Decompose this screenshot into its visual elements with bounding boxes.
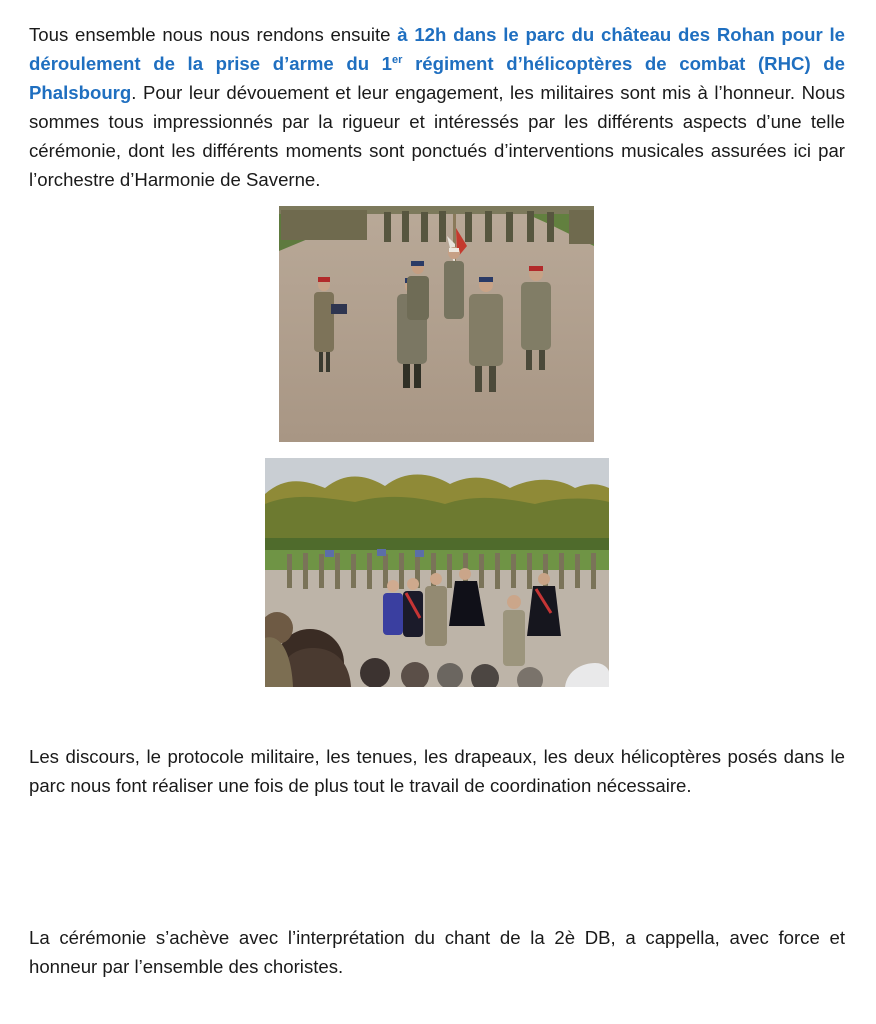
troops-review-illustration <box>265 458 609 687</box>
highlight-text-part-b: régiment d’hélicoptères de combat (RHC) de Phalsbourg <box>29 53 845 103</box>
ceremony-photo-troops-and-audience <box>265 458 609 687</box>
paragraph-prise-d-arme <box>29 20 845 194</box>
paragraph-coordination: Les discours, le protocole militaire, les tenues, les drapeaux, les deux hélicoptères posés dans le parc nous font réaliser une fois de plus tout le travail de coordination nécessaire. <box>29 746 845 796</box>
flag-ceremony-illustration <box>279 206 594 442</box>
paragraph-closing-song: La cérémonie s’achève avec l’interprétation du chant de la 2è DB, a cappella, avec force et honneur par l’ensemble des choristes. <box>29 927 845 977</box>
ceremony-photo-flag-presentation <box>279 206 594 442</box>
paragraph-intro-text: Tous ensemble nous nous rendons ensuite <box>29 24 398 45</box>
ordinal-superscript: er <box>392 54 403 66</box>
paragraph-rest-text: . Pour leur dévouement et leur engagement, les militaires sont mis à l’honneur. Nous sommes tous impressionnés par la rigueur et intéressés par les différents aspects d’une telle cérémonie, dont les différents moments sont ponctués d’interventions musicales assurées ici par l’orchestre d’Harmonie de Saverne. <box>29 82 845 190</box>
highlight-text-part-a: à 12h dans le parc du château des Rohan pour le déroulement de la prise d’arme du 1 <box>29 24 846 74</box>
